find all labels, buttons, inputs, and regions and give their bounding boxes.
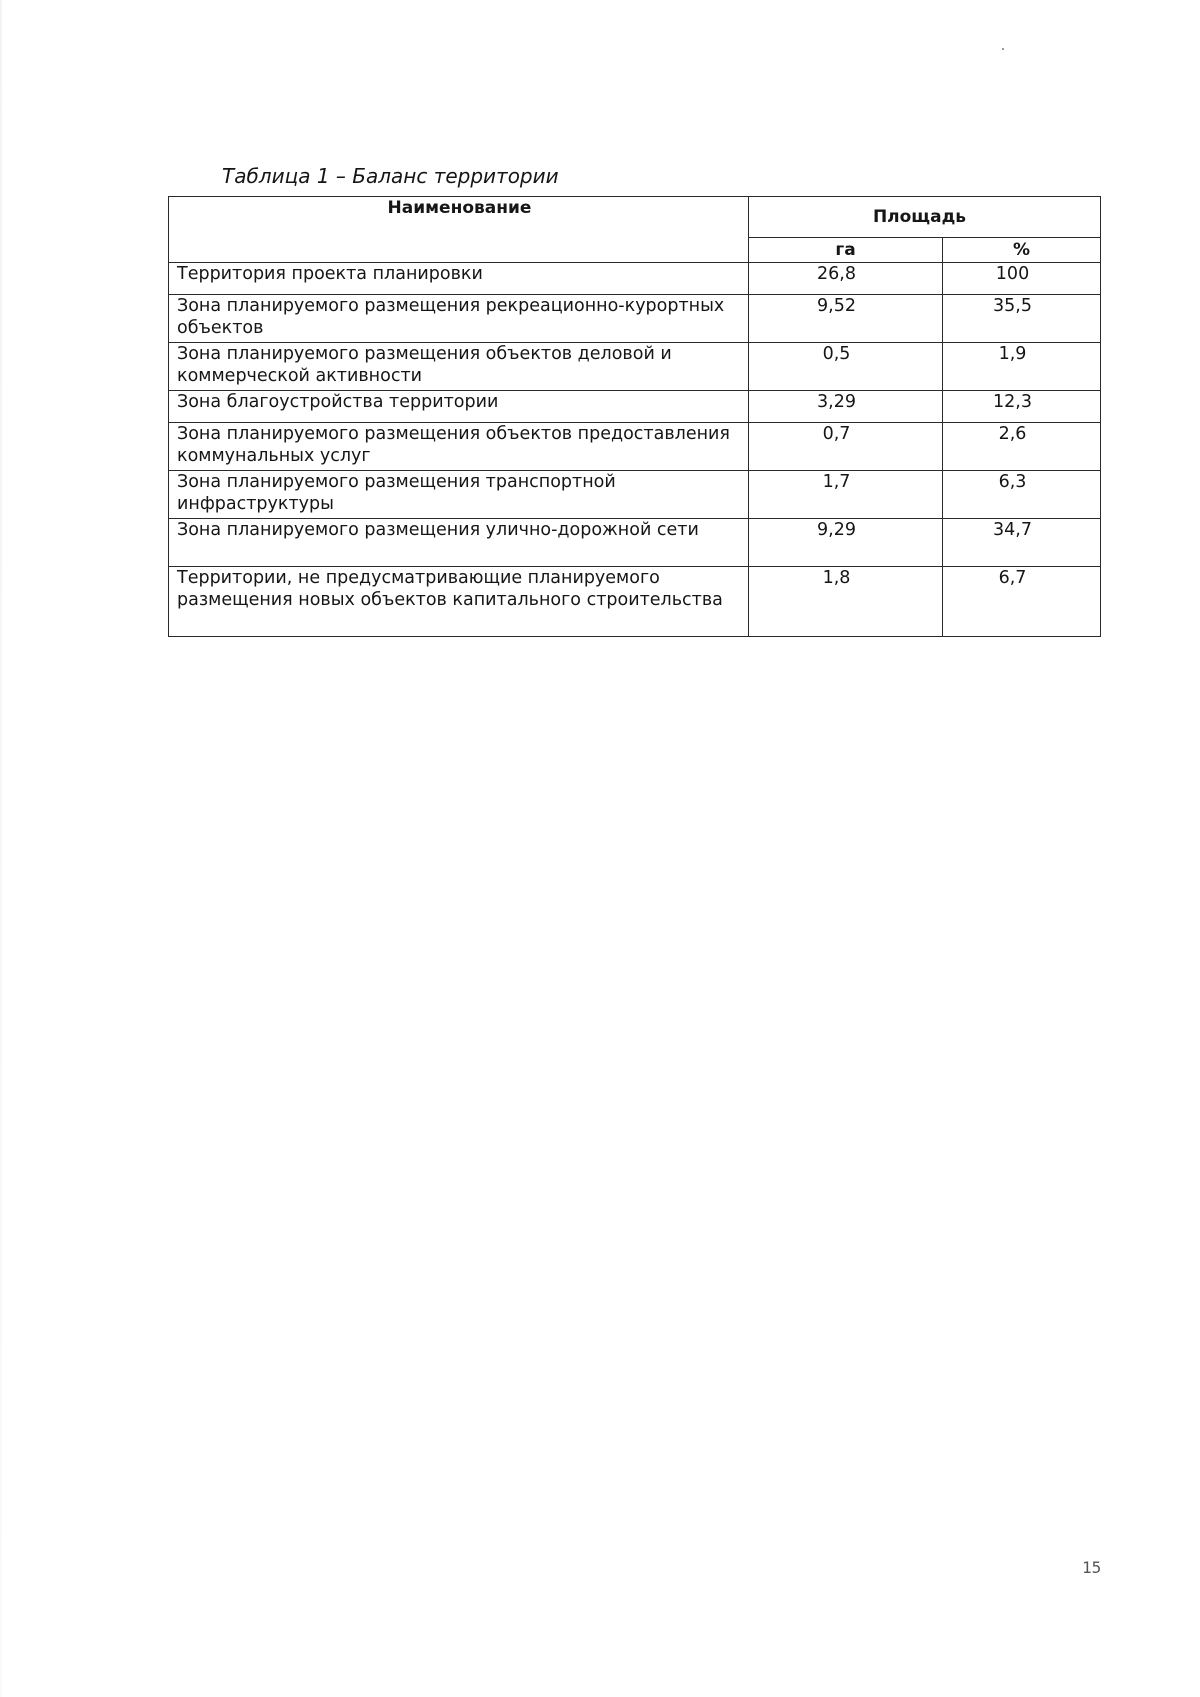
table-caption: Таблица 1 – Баланс территории <box>222 164 559 188</box>
row-ha: 3,29 <box>817 392 856 412</box>
row-name-cell <box>169 567 749 637</box>
header-area: Площадь <box>872 207 967 227</box>
row-name: Зона планируемого размещения рекреационно-курортных объектов <box>177 296 725 338</box>
row-percent-cell <box>943 343 1101 391</box>
row-name: Зона планируемого размещения улично-дорожной сети <box>177 520 699 540</box>
row-name-cell <box>169 423 749 471</box>
row-name: Зона благоустройства территории <box>177 392 499 412</box>
row-percent: 34,7 <box>993 520 1032 540</box>
row-ha-cell <box>749 519 943 567</box>
row-ha: 1,7 <box>822 472 851 492</box>
row-percent-cell <box>943 567 1101 637</box>
scan-edge <box>0 0 2 1697</box>
row-percent-cell <box>943 423 1101 471</box>
table-row <box>169 423 1101 471</box>
row-ha-cell <box>749 295 943 343</box>
row-name: Зона планируемого размещения объектов деловой и коммерческой активности <box>177 344 672 386</box>
row-name-cell <box>169 391 749 423</box>
row-percent: 100 <box>995 264 1030 284</box>
row-percent-cell <box>943 391 1101 423</box>
table-row <box>169 519 1101 567</box>
row-percent: 12,3 <box>993 392 1032 412</box>
row-name-cell <box>169 471 749 519</box>
row-percent: 6,3 <box>998 472 1027 492</box>
row-name-cell <box>169 295 749 343</box>
table-row <box>169 295 1101 343</box>
row-ha-cell <box>749 423 943 471</box>
row-ha: 9,52 <box>817 296 856 316</box>
territory-balance-table <box>168 196 1101 637</box>
row-percent-cell <box>943 471 1101 519</box>
row-ha-cell <box>749 471 943 519</box>
row-ha: 0,7 <box>822 424 851 444</box>
row-name: Территория проекта планировки <box>177 264 483 284</box>
row-percent-cell <box>943 295 1101 343</box>
row-percent-cell <box>943 263 1101 295</box>
page-number: 15 <box>1082 1558 1102 1577</box>
table-row <box>169 567 1101 637</box>
row-ha-cell <box>749 263 943 295</box>
row-percent-cell <box>943 519 1101 567</box>
scan-speck <box>1002 48 1004 50</box>
header-name: Наименование <box>387 198 532 218</box>
header-unit-ha-cell <box>749 238 943 263</box>
header-unit-percent: % <box>1012 240 1031 260</box>
table-row <box>169 391 1101 423</box>
row-name: Зона планируемого размещения транспортной инфраструктуры <box>177 472 616 514</box>
row-percent: 6,7 <box>998 568 1027 588</box>
row-name: Зона планируемого размещения объектов предоставления коммунальных услуг <box>177 424 730 466</box>
table-row <box>169 263 1101 295</box>
header-name-cell <box>169 197 749 263</box>
header-unit-ha: га <box>835 240 856 260</box>
row-ha: 26,8 <box>817 264 856 284</box>
row-ha: 0,5 <box>822 344 851 364</box>
table-row <box>169 343 1101 391</box>
row-name-cell <box>169 263 749 295</box>
row-ha-cell <box>749 391 943 423</box>
table-header-row <box>169 197 1101 238</box>
row-name-cell <box>169 519 749 567</box>
header-unit-percent-cell <box>943 238 1101 263</box>
row-name-cell <box>169 343 749 391</box>
header-area-cell <box>749 197 1101 238</box>
table-row <box>169 471 1101 519</box>
row-name: Территории, не предусматривающие планируемого размещения новых объектов капитального строительства <box>177 568 723 610</box>
row-ha-cell <box>749 567 943 637</box>
row-ha: 9,29 <box>817 520 856 540</box>
row-percent: 1,9 <box>998 344 1027 364</box>
row-ha: 1,8 <box>822 568 851 588</box>
row-percent: 35,5 <box>993 296 1032 316</box>
row-percent: 2,6 <box>998 424 1027 444</box>
row-ha-cell <box>749 343 943 391</box>
